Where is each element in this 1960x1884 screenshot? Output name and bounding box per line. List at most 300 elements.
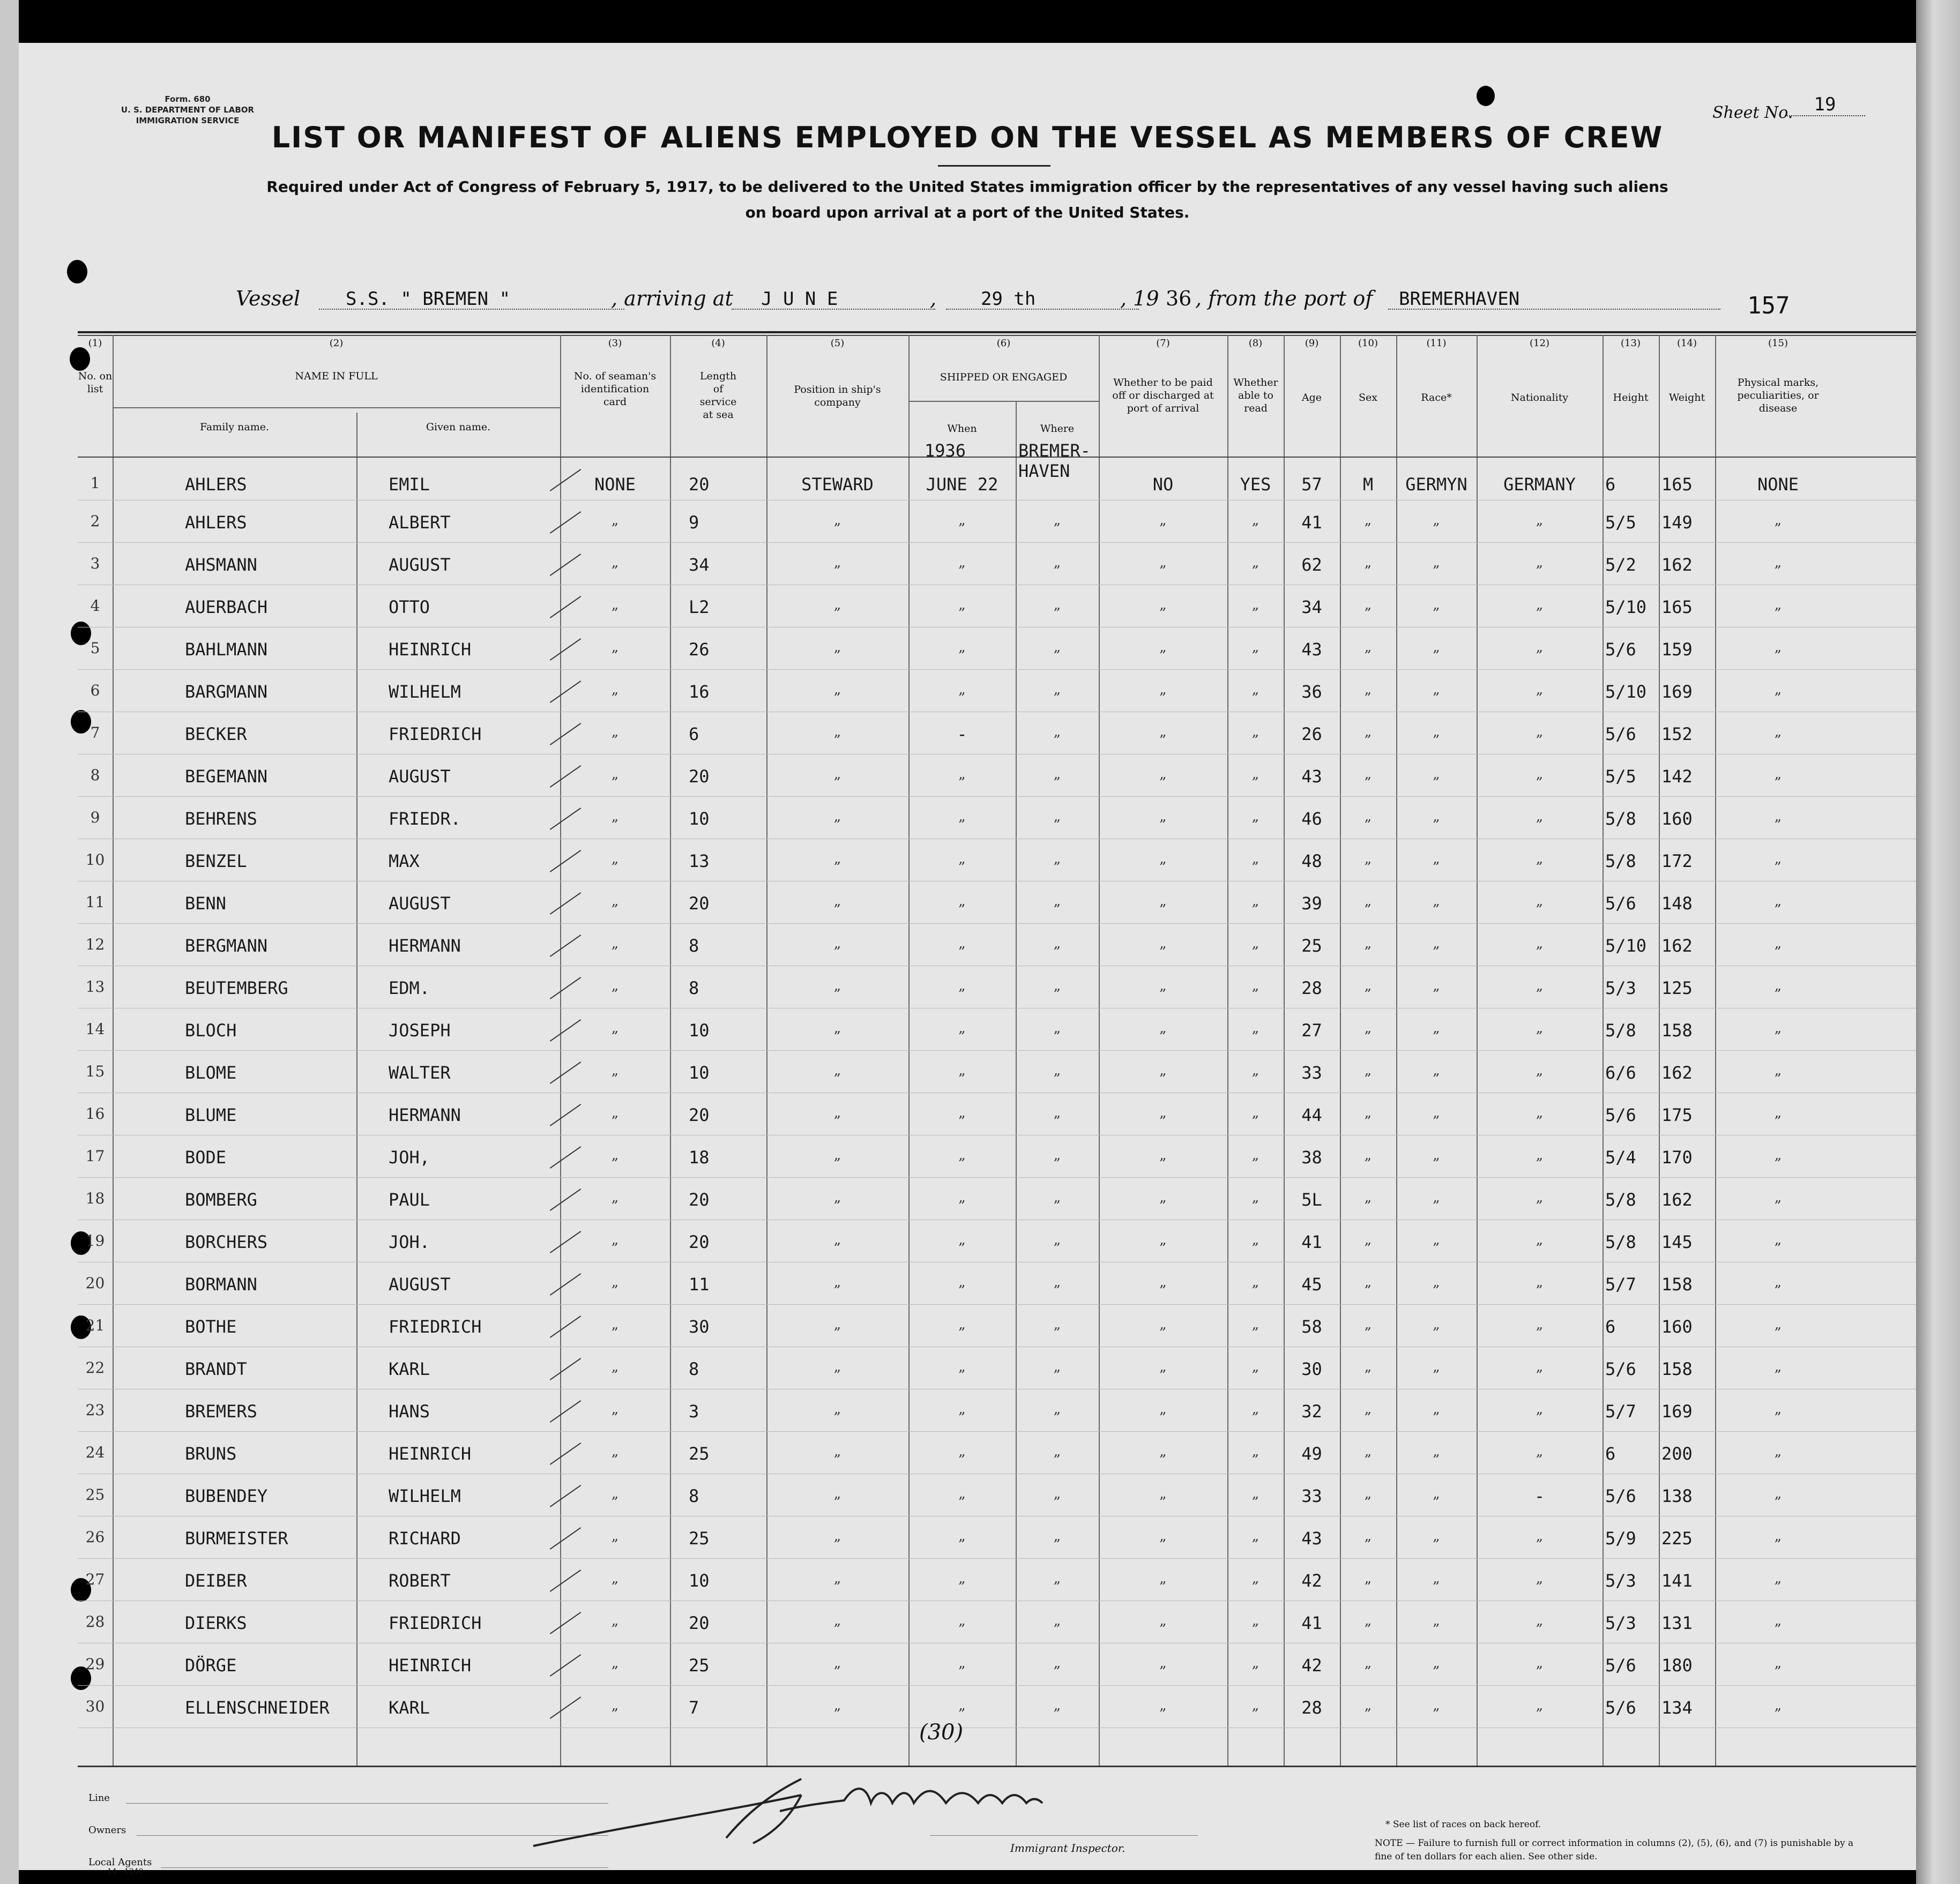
id-card-cell: „ [611, 1147, 619, 1163]
position-cell: „ [833, 893, 841, 909]
weight-cell: 162 [1661, 1190, 1693, 1210]
id-card-cell: „ [611, 1274, 619, 1290]
paid-off-cell: „ [1159, 597, 1167, 613]
nationality-cell: „ [1536, 682, 1544, 698]
sex-cell: „ [1364, 893, 1372, 909]
family-name-cell: BENZEL [185, 851, 247, 871]
position-cell: „ [833, 1528, 841, 1544]
age-cell: 45 [1301, 1274, 1322, 1295]
weight-cell: 142 [1661, 766, 1693, 787]
age-cell: 42 [1301, 1655, 1322, 1676]
shipped-where-cell: „ [1053, 512, 1061, 528]
family-name-cell: BARGMANN [185, 682, 268, 702]
age-cell: 48 [1301, 851, 1322, 871]
weight-cell: 158 [1661, 1359, 1693, 1379]
height-cell: 5/8 [1605, 1020, 1636, 1041]
height-cell: 5/6 [1605, 1698, 1636, 1718]
physical-marks-cell: „ [1774, 682, 1782, 698]
height-cell: 5/6 [1605, 1486, 1636, 1506]
service-length-cell: 26 [689, 639, 710, 660]
agents-label: Local Agents [88, 1857, 152, 1868]
shipped-where-cell: „ [1053, 1232, 1061, 1248]
given-name-cell: FRIEDRICH [389, 1317, 482, 1337]
given-name-cell: WALTER [389, 1063, 451, 1083]
shipped-where-cell: „ [1053, 1444, 1061, 1460]
scan-edge-right [1916, 0, 1960, 1884]
given-name-cell: ALBERT [389, 512, 451, 533]
age-cell: 49 [1301, 1444, 1322, 1464]
paid-off-cell: „ [1159, 1063, 1167, 1079]
year-prefix: , 19 [1120, 287, 1159, 310]
race-cell: „ [1433, 555, 1440, 571]
physical-marks-cell: „ [1774, 766, 1782, 782]
row-number-cell: 6 [90, 682, 100, 699]
physical-marks-cell: „ [1774, 1401, 1782, 1417]
height-cell: 5/7 [1605, 1274, 1636, 1295]
service-length-cell: 3 [689, 1401, 699, 1422]
row-number-cell: 15 [85, 1063, 105, 1080]
race-cell: „ [1433, 1571, 1440, 1587]
position-cell: „ [833, 936, 841, 952]
punch-hole [70, 347, 90, 371]
table-row [19, 1389, 1916, 1432]
service-length-cell: 8 [689, 978, 699, 998]
id-card-cell: „ [611, 809, 619, 825]
row-number-cell: 17 [85, 1147, 105, 1165]
id-card-cell: „ [611, 1317, 619, 1333]
shipped-where-cell: „ [1053, 1613, 1061, 1629]
sex-cell: „ [1364, 766, 1372, 782]
position-cell: „ [833, 1698, 841, 1714]
day-rule [946, 309, 1139, 310]
height-cell: 5/8 [1605, 851, 1636, 871]
title-rule [938, 165, 1050, 167]
id-card-cell: „ [611, 1444, 619, 1460]
arriving-day: 29 th [981, 288, 1036, 310]
service-length-cell: 13 [689, 851, 710, 871]
header-shipped-engaged: SHIPPED OR ENGAGED [940, 371, 1068, 383]
service-length-cell: 20 [689, 1190, 710, 1210]
subtitle-line-2: on board upon arrival at a port of the United States. [745, 204, 1190, 221]
col-number-13: (13) [1621, 338, 1641, 349]
table-row [19, 1051, 1916, 1093]
sex-cell: „ [1364, 639, 1372, 655]
service-length-cell: 16 [689, 682, 710, 702]
table-row [19, 1643, 1916, 1686]
sex-cell: M [1362, 474, 1374, 495]
scan-edge-left [0, 0, 19, 1884]
physical-marks-cell: „ [1774, 1317, 1782, 1333]
able-to-read-cell: „ [1251, 1359, 1260, 1375]
table-row [19, 1262, 1916, 1305]
table-row [19, 1178, 1916, 1220]
header-nationality: Nationality [1510, 392, 1569, 403]
position-cell: „ [833, 512, 841, 528]
race-cell: „ [1433, 1063, 1440, 1079]
table-row [19, 839, 1916, 881]
vessel-name: S.S. " BREMEN " [346, 288, 511, 310]
table-row [19, 1516, 1916, 1559]
row-number-cell: 9 [90, 809, 100, 826]
sex-cell: „ [1364, 978, 1372, 994]
shipped-where-cell: „ [1053, 1020, 1061, 1036]
given-name-cell: JOH, [389, 1147, 430, 1168]
table-row [19, 1559, 1916, 1601]
row-number-cell: 1 [90, 474, 100, 492]
position-cell: „ [833, 1571, 841, 1587]
sex-cell: „ [1364, 1147, 1372, 1163]
punch-hole [1477, 86, 1495, 106]
family-name-cell: BUBENDEY [185, 1486, 268, 1506]
height-cell: 5/6 [1605, 1359, 1636, 1379]
age-cell: 41 [1301, 1613, 1322, 1633]
weight-cell: 149 [1661, 512, 1693, 533]
shipped-where-cell: „ [1053, 1190, 1061, 1206]
height-cell: 5/10 [1605, 597, 1647, 617]
arriving-month: J U N E [761, 288, 838, 310]
position-cell: „ [833, 1274, 841, 1290]
family-name-cell: BODE [185, 1147, 227, 1168]
service-length-cell: 10 [689, 1020, 710, 1041]
position-cell: „ [833, 1190, 841, 1206]
form-number: Form. 680 [165, 94, 211, 104]
service-length-cell: 10 [689, 1063, 710, 1083]
able-to-read-cell: „ [1251, 1274, 1260, 1290]
manifest-number: 157 [1747, 292, 1790, 319]
physical-marks-cell: „ [1774, 1571, 1782, 1587]
owners-label: Owners [88, 1825, 126, 1836]
height-cell: 5/3 [1605, 978, 1636, 998]
able-to-read-cell: „ [1251, 1063, 1260, 1079]
port-name: BREMERHAVEN [1399, 288, 1520, 310]
row-number-cell: 29 [85, 1655, 105, 1673]
row-number-cell: 12 [85, 936, 105, 953]
row-number-cell: 7 [90, 724, 100, 742]
table-row [19, 500, 1916, 543]
able-to-read-cell: „ [1251, 1528, 1260, 1544]
id-card-cell: „ [611, 1359, 619, 1375]
service-length-cell: 6 [689, 724, 699, 744]
id-card-cell: „ [611, 639, 619, 655]
physical-marks-cell: „ [1774, 555, 1782, 571]
shipped-subheader-rule [908, 401, 1099, 402]
from-port-label: , from the port of [1195, 287, 1373, 310]
weight-cell: 175 [1661, 1105, 1693, 1125]
able-to-read-cell: „ [1251, 1232, 1260, 1248]
nationality-cell: „ [1536, 1655, 1544, 1671]
shipped-when-cell: „ [958, 766, 966, 782]
race-cell: „ [1433, 809, 1440, 825]
row-number-cell: 14 [85, 1020, 105, 1038]
shipped-when-cell: „ [958, 1528, 966, 1544]
sex-cell: „ [1364, 809, 1372, 825]
position-cell: „ [833, 1020, 841, 1036]
family-name-cell: BERGMANN [185, 936, 268, 956]
vessel-line [19, 284, 1916, 311]
shipped-when-cell: „ [958, 893, 966, 909]
nationality-cell: „ [1536, 1020, 1544, 1036]
position-cell: „ [833, 555, 841, 571]
able-to-read-cell: „ [1251, 1444, 1260, 1460]
age-cell: 43 [1301, 1528, 1322, 1549]
family-name-cell: BRANDT [185, 1359, 247, 1379]
given-name-cell: AUGUST [389, 766, 451, 787]
table-row [19, 1601, 1916, 1643]
table-row [19, 1220, 1916, 1262]
height-cell: 5/6 [1605, 1655, 1636, 1676]
paid-off-cell: NO [1152, 474, 1174, 495]
service-length-cell: 34 [689, 555, 710, 575]
nationality-cell: „ [1536, 1571, 1544, 1587]
paid-off-cell: „ [1159, 682, 1167, 698]
header-family-name: Family name. [199, 421, 270, 433]
given-name-cell: AUGUST [389, 893, 451, 914]
nationality-cell: - [1534, 1486, 1545, 1506]
physical-marks-cell: „ [1774, 978, 1782, 994]
col-number-5: (5) [830, 338, 845, 349]
race-cell: „ [1433, 893, 1440, 909]
height-cell: 6/6 [1605, 1063, 1636, 1083]
able-to-read-cell: „ [1251, 512, 1260, 528]
race-cell: „ [1433, 597, 1440, 613]
physical-marks-cell: NONE [1757, 474, 1799, 495]
table-row [19, 1008, 1916, 1051]
race-cell: „ [1433, 1147, 1440, 1163]
nationality-cell: „ [1536, 1317, 1544, 1333]
race-cell: „ [1433, 1486, 1440, 1502]
row-number-cell: 13 [85, 978, 105, 996]
shipped-when-cell: „ [958, 1190, 966, 1206]
paid-off-cell: „ [1159, 1232, 1167, 1248]
sex-cell: „ [1364, 936, 1372, 952]
position-cell: „ [833, 1232, 841, 1248]
family-name-cell: ELLENSCHNEIDER [185, 1698, 330, 1718]
total-count: (30) [919, 1720, 964, 1745]
age-cell: 28 [1301, 1698, 1322, 1718]
shipped-when-cell: „ [958, 1063, 966, 1079]
service-length-cell: 25 [689, 1528, 710, 1549]
age-cell: 33 [1301, 1486, 1322, 1506]
position-cell: „ [833, 851, 841, 867]
service-length-cell: 7 [689, 1698, 699, 1718]
form-code: 14—1240 [107, 1867, 144, 1876]
sex-cell: „ [1364, 1613, 1372, 1629]
weight-cell: 145 [1661, 1232, 1693, 1252]
nationality-cell: „ [1536, 809, 1544, 825]
paid-off-cell: „ [1159, 851, 1167, 867]
paid-off-cell: „ [1159, 512, 1167, 528]
sex-cell: „ [1364, 1274, 1372, 1290]
race-cell: „ [1433, 1232, 1440, 1248]
able-to-read-cell: „ [1251, 1147, 1260, 1163]
race-cell: GERMYN [1405, 474, 1467, 495]
sex-cell: „ [1364, 1190, 1372, 1206]
shipped-where-cell: „ [1053, 1401, 1061, 1417]
sex-cell: „ [1364, 851, 1372, 867]
col-number-3: (3) [608, 338, 622, 349]
height-cell: 5/6 [1605, 1105, 1636, 1125]
shipped-where-cell: „ [1053, 1147, 1061, 1163]
race-cell: „ [1433, 512, 1440, 528]
shipped-where-cell: „ [1053, 1317, 1061, 1333]
family-name-cell: BORMANN [185, 1274, 257, 1295]
row-number-cell: 24 [85, 1444, 105, 1461]
family-name-cell: BEGEMANN [185, 766, 268, 787]
shipped-when-cell: „ [958, 597, 966, 613]
able-to-read-cell: „ [1251, 1401, 1260, 1417]
height-cell: 5/3 [1605, 1571, 1636, 1591]
weight-cell: 165 [1661, 474, 1693, 495]
height-cell: 6 [1605, 1317, 1616, 1337]
header-id-card: No. of seaman's identification card [573, 370, 657, 408]
paid-off-cell: „ [1159, 724, 1167, 740]
shipped-when-cell: „ [958, 639, 966, 655]
service-length-cell: 18 [689, 1147, 710, 1168]
shipped-where-cell: „ [1053, 1486, 1061, 1502]
shipped-where-cell: „ [1053, 893, 1061, 909]
age-cell: 30 [1301, 1359, 1322, 1379]
physical-marks-cell: „ [1774, 1063, 1782, 1079]
shipped-when-cell: - [957, 724, 967, 744]
physical-marks-cell: „ [1774, 936, 1782, 952]
able-to-read-cell: „ [1251, 639, 1260, 655]
nationality-cell: „ [1536, 1359, 1544, 1375]
id-card-cell: „ [611, 978, 619, 994]
shipped-when-cell: „ [958, 682, 966, 698]
height-cell: 5/7 [1605, 1401, 1636, 1422]
table-row [19, 1135, 1916, 1178]
physical-marks-cell: „ [1774, 1274, 1782, 1290]
position-cell: „ [833, 1613, 841, 1629]
physical-marks-cell: „ [1774, 809, 1782, 825]
physical-marks-cell: „ [1774, 1613, 1782, 1629]
col-number-12: (12) [1530, 338, 1549, 349]
service-length-cell: 8 [689, 1359, 699, 1379]
header-given-name: Given name. [426, 421, 491, 433]
col-number-9: (9) [1305, 338, 1319, 349]
nationality-cell: „ [1536, 1698, 1544, 1714]
sex-cell: „ [1364, 1444, 1372, 1460]
weight-cell: 159 [1661, 639, 1693, 660]
sex-cell: „ [1364, 1105, 1372, 1121]
given-name-cell: HEINRICH [389, 1444, 472, 1464]
weight-cell: 160 [1661, 1317, 1693, 1337]
service-length-cell: 30 [689, 1317, 710, 1337]
able-to-read-cell: „ [1251, 1655, 1260, 1671]
shipped-where-cell: „ [1053, 1528, 1061, 1544]
height-cell: 5/8 [1605, 1232, 1636, 1252]
nationality-cell: „ [1536, 1190, 1544, 1206]
col-number-14: (14) [1677, 338, 1697, 349]
given-name-cell: KARL [389, 1359, 430, 1379]
row-number-cell: 18 [85, 1190, 105, 1207]
paid-off-cell: „ [1159, 893, 1167, 909]
height-cell: 5/4 [1605, 1147, 1636, 1168]
sheet-label: Sheet No. [1712, 103, 1793, 122]
physical-marks-cell: „ [1774, 1528, 1782, 1544]
table-row [19, 1474, 1916, 1516]
header-length-service: Length of service at sea [699, 370, 737, 421]
service-length-cell: 20 [689, 1613, 710, 1633]
id-card-cell: „ [611, 1655, 619, 1671]
row-number-cell: 16 [85, 1105, 105, 1123]
id-card-cell: „ [611, 1063, 619, 1079]
service-length-cell: 20 [689, 766, 710, 787]
given-name-cell: FRIEDRICH [389, 1613, 482, 1633]
race-cell: „ [1433, 978, 1440, 994]
race-cell: „ [1433, 851, 1440, 867]
table-row [19, 585, 1916, 627]
race-cell: „ [1433, 724, 1440, 740]
sex-cell: „ [1364, 682, 1372, 698]
col-number-2: (2) [329, 338, 344, 349]
weight-cell: 162 [1661, 555, 1693, 575]
service-length-cell: 9 [689, 512, 699, 533]
punch-hole [67, 260, 87, 283]
subtitle-line-1: Required under Act of Congress of February 5, 1917, to be delivered to the United States immigration officer by the representatives of any vessel having such aliens [266, 178, 1668, 196]
given-name-cell: KARL [389, 1698, 430, 1718]
weight-cell: 200 [1661, 1444, 1693, 1464]
row-number-cell: 23 [85, 1401, 105, 1419]
shipped-where-cell: „ [1053, 936, 1061, 952]
weight-cell: 172 [1661, 851, 1693, 871]
shipped-when-cell: JUNE 22 [926, 474, 998, 495]
height-cell: 5/9 [1605, 1528, 1636, 1549]
given-name-cell: HEINRICH [389, 1655, 472, 1676]
height-cell: 5/6 [1605, 893, 1636, 914]
family-name-cell: BEUTEMBERG [185, 978, 288, 998]
nationality-cell: „ [1536, 512, 1544, 528]
able-to-read-cell: „ [1251, 1613, 1260, 1629]
race-cell: „ [1433, 1401, 1440, 1417]
id-card-cell: „ [611, 682, 619, 698]
position-cell: „ [833, 1317, 841, 1333]
col-number-10: (10) [1358, 338, 1378, 349]
row-number-cell: 11 [85, 893, 105, 911]
given-name-cell: EMIL [389, 474, 430, 495]
table-row [19, 543, 1916, 585]
height-cell: 5/10 [1605, 936, 1647, 956]
line-label: Line [88, 1792, 110, 1804]
nationality-cell: „ [1536, 851, 1544, 867]
race-note: * See list of races on back hereof. [1385, 1819, 1541, 1830]
row-number-cell: 26 [85, 1528, 105, 1546]
position-cell: „ [833, 1655, 841, 1671]
shipped-where-cell: „ [1053, 766, 1061, 782]
shipped-when-cell: „ [958, 1105, 966, 1121]
row-number-cell: 30 [85, 1698, 105, 1715]
age-cell: 57 [1301, 474, 1322, 495]
given-name-cell: HEINRICH [389, 639, 472, 660]
age-cell: 36 [1301, 682, 1322, 702]
physical-marks-cell: „ [1774, 1020, 1782, 1036]
header-bottom-rule [78, 457, 1916, 458]
id-card-cell: „ [611, 1401, 619, 1417]
weight-cell: 134 [1661, 1698, 1693, 1718]
weight-cell: 152 [1661, 724, 1693, 744]
physical-marks-cell: „ [1774, 893, 1782, 909]
header-where: Where [1040, 423, 1075, 435]
position-cell: „ [833, 639, 841, 655]
shipped-where-cell: „ [1053, 978, 1061, 994]
id-card-cell: „ [611, 893, 619, 909]
able-to-read-cell: „ [1251, 1317, 1260, 1333]
service-length-cell: 8 [689, 1486, 699, 1506]
header-position: Position in ship's company [794, 384, 881, 408]
id-card-cell: „ [611, 936, 619, 952]
given-name-cell: ROBERT [389, 1571, 451, 1591]
col-number-6: (6) [996, 338, 1011, 349]
